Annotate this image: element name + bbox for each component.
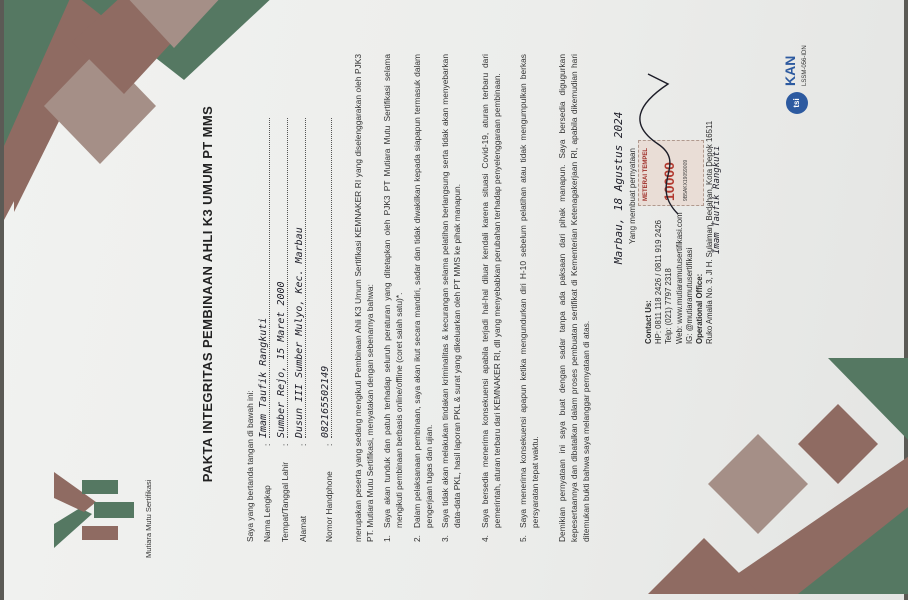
mms-logo bbox=[34, 462, 138, 558]
list-item: 1. Saya akan tunduk dan patuh terhadap seluruh peraturan yang ditetapkan oleh PJK3 PT Mutiara Mutu Sertifikasi selama mengikuti pembinaan berbasis online/offline (coret salah satu)*. bbox=[382, 54, 404, 542]
field-hp: Nomor Handphone : 082165502149 bbox=[322, 122, 340, 542]
signature-caption: Yang membuat pernyataan bbox=[628, 148, 637, 244]
field-nama: Nama Lengkap : Imam Taufik Rangkuti bbox=[260, 122, 278, 542]
kan-code: LSSM-056-IDN bbox=[802, 45, 808, 86]
accreditation-badge bbox=[780, 30, 816, 114]
field-value: Dusun III Sumber Mulyo, Kec. Marbau bbox=[294, 118, 306, 438]
contact-line: Telp: (021) 7797 2318 bbox=[664, 268, 674, 344]
list-item: 2. Dalam pelaksanaan pembinaan, saya akan ikut secara mandiri, sadar dan tidak diwakilkan kepada siapapun termasuk dalam pengerjaan tugas dan ujian. bbox=[412, 54, 434, 542]
office-title: Operational Office: bbox=[695, 273, 705, 344]
field-value: Imam Taufik Rangkuti bbox=[258, 118, 270, 438]
list-item: 3. Saya tidak akan melakukan tindakan kriminalitas & kecurangan selama pelatihan berlangsung serta tidak akan menyebarkan data-data PKL, hasil laporan PKL & surat yang dikeluarkan oleh PT MMS ke pihak manapun. bbox=[440, 54, 462, 542]
document-content bbox=[4, 0, 908, 594]
contact-block bbox=[644, 121, 715, 344]
document-sheet bbox=[4, 0, 904, 600]
field-label: Nama Lengkap bbox=[262, 485, 272, 542]
decorative-triangles-bottom bbox=[648, 358, 908, 594]
tsi-logo: tsi bbox=[786, 92, 808, 114]
field-label: Nomor Handphone bbox=[324, 471, 334, 542]
field-ttl: Tempat/Tanggal Lahir : Sumber Rejo, 15 Maret 2000 bbox=[278, 122, 296, 542]
intro-text: Saya yang bertanda tangan di bawah ini: bbox=[245, 390, 255, 542]
field-label: Tempat/Tanggal Lahir bbox=[280, 461, 290, 542]
brand-name: Mutiara Mutu Sertifikasi bbox=[144, 479, 153, 558]
place-date: Marbau, 18 Agustus 2024 bbox=[612, 111, 625, 264]
contact-line: IG: @mutiaramutusertifikasi bbox=[684, 247, 694, 344]
field-value: 082165502149 bbox=[320, 118, 332, 438]
document-title: PAKTA INTEGRITAS PEMBINAAN AHLI K3 UMUM PT MMS bbox=[200, 105, 215, 483]
field-label: Alamat bbox=[298, 515, 308, 542]
kan-logo: KAN bbox=[782, 55, 798, 86]
field-alamat: Alamat : Dusun III Sumber Mulyo, Kec. Marbau bbox=[296, 122, 314, 542]
list-item: 4. Saya bersedia menerima konsekuensi apabila terjadi hal-hal diluar kendali karena situasi Covid-19, aturan terbaru dari pemerintah, aturan terbaru dari KEMNAKER RI, dll yang menyebabkan perubahan terhadap penyelenggaraan pembinaan. bbox=[480, 54, 502, 542]
field-value: Sumber Rejo, 15 Maret 2000 bbox=[276, 118, 288, 438]
lead-paragraph: merupakan peserta yang sedang mengikuti Pembinaan Ahli K3 Umum Sertifikasi KEMNAKER RI yang diselenggarakan oleh PJK3 PT. Mutiara Mutu Sertifikasi, menyatakan dengan sebenarnya bahwa: bbox=[353, 54, 375, 542]
contact-line: Web: www.mutiaramutusertifikasi.com bbox=[674, 212, 684, 344]
closing-paragraph: Demikian pernyataan ini saya buat dengan sadar tanpa ada paksaan dari pihak manapun. Saya bersedia digugurkan kepesertaannya dan dibatalkan dalam proses pembuatan sertifikat di Kementerian Ketenagakerjaan RI, apabila dikemudian hari ditemukan bukti bahwa saya melanggar pernyataan di atas. bbox=[557, 54, 591, 542]
contact-title: Contact Us: bbox=[644, 300, 653, 344]
decorative-triangles-top bbox=[4, 0, 276, 220]
office-address: Ruko Amalia No. 3, Jl H. Sulaiman, Bedahan, Kota Depok 16511 bbox=[705, 120, 715, 344]
contact-line: HP: 0811 118 2426 / 0811 919 2426 bbox=[654, 220, 664, 344]
meterai-stamp: METERAI TEMPEL 10000 9B5AKX19059009 bbox=[638, 140, 704, 206]
signer-name: Imam Taufik Rangkuti bbox=[712, 145, 722, 254]
list-item: 5. Saya menerima konsekuensi apapun ketika mengundurkan diri H-10 sebelum pelatihan atau tidak mengumpulkan berkas persyaratan tepat waktu. bbox=[518, 54, 540, 542]
